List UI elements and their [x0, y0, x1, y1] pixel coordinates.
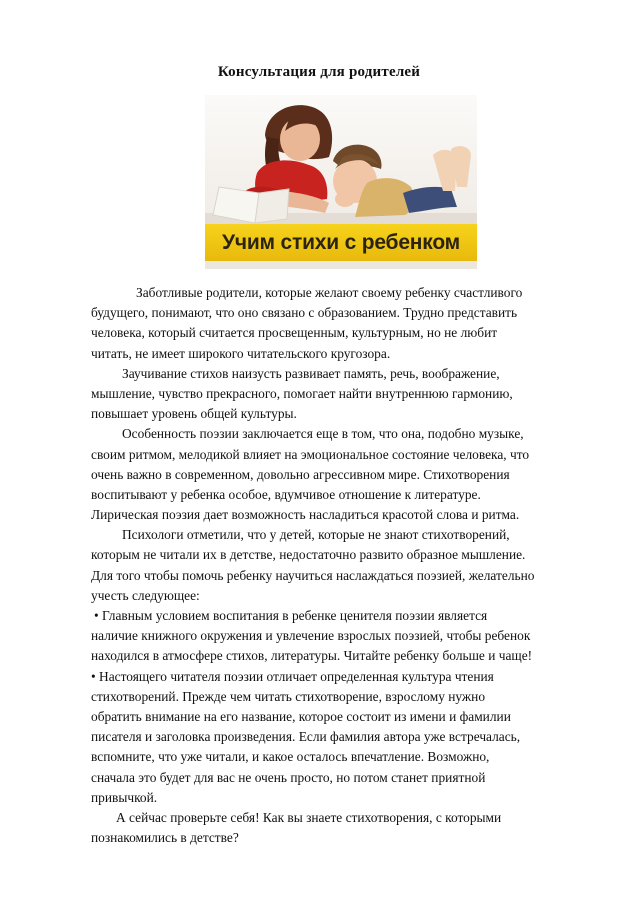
text-line: обратить внимание на его название, которое состоит из имени и фамилии — [91, 708, 511, 724]
text-line: Заботливые родители, которые желают своему ребенку счастливого — [136, 285, 523, 300]
text-line: читать, не имеет широкого читательского кругозора. — [91, 345, 391, 361]
text-line: вспомните, что уже читали, и какое осталось впечатление. Возможно, — [91, 749, 490, 765]
text-line: стихотворений. Прежде чем читать стихотворение, взрослому нужно — [91, 688, 486, 704]
text-line: которым не читали их в детстве, недостаточно развито образное мышление. — [91, 547, 526, 563]
image-banner: Учим стихи с ребенком — [205, 224, 477, 261]
text-line: Особенность поэзии заключается еще в том, что она, подобно музыке, — [122, 426, 524, 442]
illustration-photo — [205, 95, 477, 269]
text-line: очень важно в современном, довольно агрессивном мире. Стихотворения — [91, 466, 510, 482]
text-line: учесть следующее: — [91, 587, 200, 603]
text-line: привычкой. — [91, 789, 158, 805]
text-line: человека, который считается просвещенным, культурным, но не любит — [91, 325, 498, 341]
text-line: А сейчас проверьте себя! Как вы знаете стихотворения, с которыми — [116, 809, 502, 825]
text-line: писателя и заголовка произведения. Если фамилия автора уже встречалась, — [91, 729, 521, 745]
text-line: Психологи отметили, что у детей, которые не знают стихотворений, — [122, 527, 510, 543]
text-line: повышает уровень общей культуры. — [91, 406, 297, 422]
text-line: Заучивание стихов наизусть развивает память, речь, воображение, — [122, 365, 500, 381]
text-line: наличие книжного окружения и увлечение взрослых поэзией, чтобы ребенок — [91, 628, 531, 644]
article-body — [91, 283, 591, 848]
text-line: находился в атмосфере стихов, литературы. Читайте ребенку больше и чаще! — [91, 648, 533, 664]
text-line: воспитывают у ребенка особое, вдумчивое отношение к литературе. — [91, 486, 481, 502]
text-line: Лирическая поэзия дает возможность насладиться красотой слова и ритма. — [91, 507, 520, 523]
bullet-line: • Главным условием воспитания в ребенке ценителя поэзии является — [94, 608, 488, 623]
bullet-line: • Настоящего читателя поэзии отличает определенная культура чтения — [91, 668, 494, 684]
text-line: мышление, чувство прекрасного, помогает найти внутреннюю гармонию, — [91, 385, 513, 401]
text-line: будущего, понимают, что оно связано с образованием. Трудно представить — [91, 305, 518, 321]
text-line: сначала это будет для вас не очень просто, но потом станет приятной — [91, 769, 486, 785]
text-line: своим ритмом, мелодикой влияет на эмоциональное состояние человека, что — [91, 446, 530, 462]
text-line: Для того чтобы помочь ребенку научиться наслаждаться поэзией, желательно — [91, 567, 535, 583]
text-line: познакомились в детстве? — [91, 830, 239, 846]
page-title: Консультация для родителей — [217, 64, 421, 80]
